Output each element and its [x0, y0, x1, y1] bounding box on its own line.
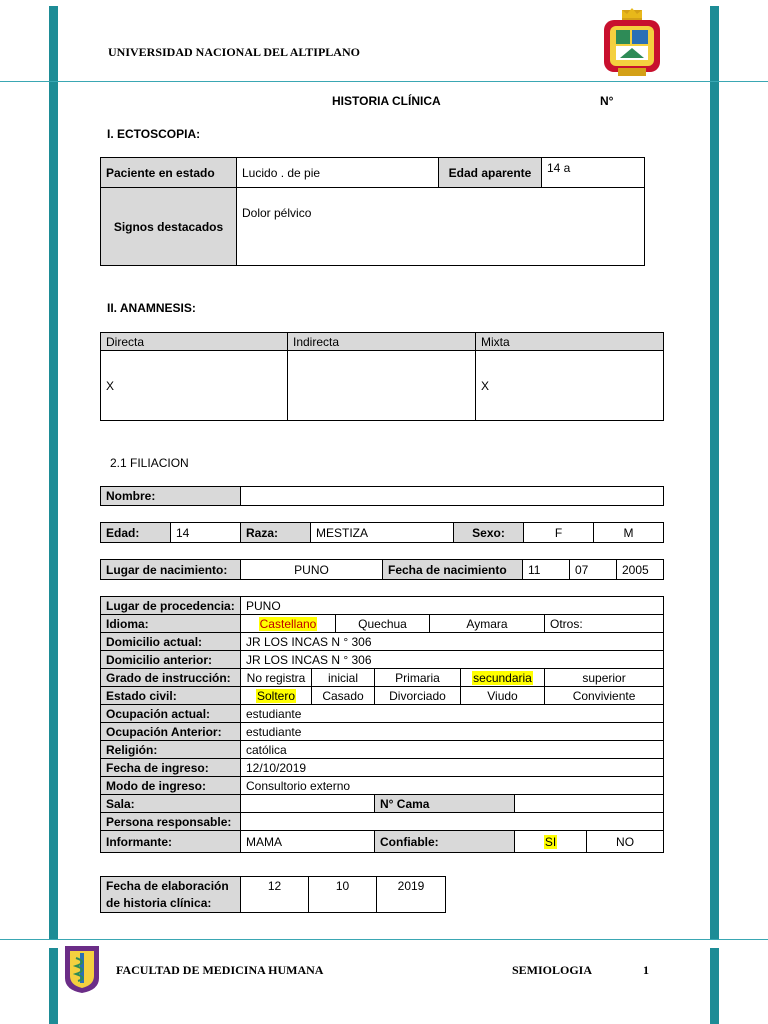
education-option-primaria: Primaria — [375, 669, 461, 687]
origin-value: PUNO — [241, 597, 664, 615]
elaboration-day: 12 — [241, 877, 309, 913]
civil-status-label: Estado civil: — [101, 687, 241, 705]
previous-job-label: Ocupación Anterior: — [101, 723, 241, 741]
bed-label: N° Cama — [375, 795, 515, 813]
civil-option-conviviente: Conviviente — [545, 687, 664, 705]
document-number-label: N° — [600, 94, 614, 108]
education-option-superior: superior — [545, 669, 664, 687]
age-value: 14 — [171, 523, 241, 543]
room-label: Sala: — [101, 795, 241, 813]
education-label: Grado de instrucción: — [101, 669, 241, 687]
previous-address-label: Domicilio anterior: — [101, 651, 241, 669]
patient-state-value: Lucido . de pie — [237, 158, 439, 188]
responsible-value — [241, 813, 664, 831]
admission-date-value: 12/10/2019 — [241, 759, 664, 777]
signs-value: Dolor pélvico — [237, 188, 645, 266]
anamnesis-header-indirecta: Indirecta — [288, 333, 476, 351]
name-label: Nombre: — [101, 487, 241, 506]
sex-label: Sexo: — [454, 523, 524, 543]
admission-mode-value: Consultorio externo — [241, 777, 664, 795]
current-job-value: estudiante — [241, 705, 664, 723]
sex-option-f: F — [524, 523, 594, 543]
birthplace-value: PUNO — [241, 560, 383, 580]
language-option-aymara: Aymara — [430, 615, 545, 633]
birth-table — [100, 559, 664, 580]
language-label: Idioma: — [101, 615, 241, 633]
current-job-label: Ocupación actual: — [101, 705, 241, 723]
left-border-bar-footer — [49, 948, 58, 1024]
civil-option-divorciado: Divorciado — [375, 687, 461, 705]
birthdate-label: Fecha de nacimiento — [383, 560, 523, 580]
admission-mode-label: Modo de ingreso: — [101, 777, 241, 795]
apparent-age-value: 14 a — [542, 158, 645, 188]
language-option-quechua: Quechua — [336, 615, 430, 633]
name-table — [100, 486, 664, 506]
ectoscopia-table — [100, 157, 645, 266]
birth-day: 11 — [523, 560, 570, 580]
filiacion-section-title: 2.1 FILIACION — [110, 456, 189, 470]
civil-option-viudo: Viudo — [461, 687, 545, 705]
religion-value: católica — [241, 741, 664, 759]
faculty-name: FACULTAD DE MEDICINA HUMANA — [116, 963, 324, 977]
right-border-bar-footer — [710, 948, 719, 1024]
reliable-option-no: NO — [587, 831, 664, 853]
birth-month: 07 — [570, 560, 617, 580]
elaboration-label-line2: de historia clínica: — [106, 895, 212, 910]
informant-label: Informante: — [101, 831, 241, 853]
anamnesis-section-title: II. ANAMNESIS: — [107, 301, 196, 315]
elaboration-month: 10 — [309, 877, 377, 913]
university-crest-icon — [598, 8, 666, 78]
course-name: SEMIOLOGIA — [512, 963, 593, 977]
age-race-sex-table — [100, 522, 664, 543]
anamnesis-table — [100, 332, 664, 421]
anamnesis-header-directa: Directa — [101, 333, 288, 351]
details-table — [100, 596, 664, 853]
sex-option-m: M — [594, 523, 664, 543]
race-value: MESTIZA — [311, 523, 454, 543]
right-border-bar — [710, 6, 719, 940]
left-border-bar — [49, 6, 58, 940]
reliable-label: Confiable: — [375, 831, 515, 853]
apparent-age-label: Edad aparente — [439, 158, 542, 188]
education-secundaria-text: secundaria — [473, 670, 532, 685]
education-option-inicial: inicial — [312, 669, 375, 687]
anamnesis-value-indirecta — [288, 351, 476, 421]
university-name: UNIVERSIDAD NACIONAL DEL ALTIPLANO — [108, 45, 360, 59]
anamnesis-header-mixta: Mixta — [476, 333, 664, 351]
signs-label: Signos destacados — [101, 188, 237, 266]
civil-soltero-text: Soltero — [256, 688, 296, 703]
reliable-si-text: SI — [544, 834, 557, 849]
elaboration-year: 2019 — [377, 877, 446, 913]
room-value — [241, 795, 375, 813]
race-label: Raza: — [241, 523, 311, 543]
civil-option-casado: Casado — [312, 687, 375, 705]
elaboration-label-line1: Fecha de elaboración — [106, 878, 229, 893]
elaboration-table — [100, 876, 446, 913]
language-castellano-text: Castellano — [259, 616, 317, 631]
origin-label: Lugar de procedencia: — [101, 597, 241, 615]
footer-rule — [0, 939, 768, 940]
informant-value: MAMA — [241, 831, 375, 853]
previous-address-value: JR LOS INCAS N ° 306 — [241, 651, 664, 669]
header-rule — [0, 81, 768, 82]
religion-label: Religión: — [101, 741, 241, 759]
name-value — [241, 487, 664, 506]
document-title: HISTORIA CLÍNICA — [332, 94, 441, 108]
education-option-no-registra: No registra — [241, 669, 312, 687]
birthplace-label: Lugar de nacimiento: — [101, 560, 241, 580]
faculty-crest-icon — [62, 944, 102, 994]
admission-date-label: Fecha de ingreso: — [101, 759, 241, 777]
current-address-label: Domicilio actual: — [101, 633, 241, 651]
elaboration-label — [101, 877, 241, 913]
reliable-option-si — [515, 831, 587, 853]
current-address-value: JR LOS INCAS N ° 306 — [241, 633, 664, 651]
anamnesis-value-directa: X — [101, 351, 288, 421]
education-option-secundaria — [461, 669, 545, 687]
page-number: 1 — [643, 963, 649, 977]
birth-year: 2005 — [617, 560, 664, 580]
bed-value — [515, 795, 664, 813]
ectoscopia-section-title: I. ECTOSCOPIA: — [107, 127, 201, 141]
anamnesis-value-mixta: X — [476, 351, 664, 421]
civil-option-soltero — [241, 687, 312, 705]
language-option-castellano — [241, 615, 336, 633]
language-option-otros: Otros: — [545, 615, 664, 633]
patient-state-label: Paciente en estado — [101, 158, 237, 188]
age-label: Edad: — [101, 523, 171, 543]
previous-job-value: estudiante — [241, 723, 664, 741]
responsible-label: Persona responsable: — [101, 813, 241, 831]
